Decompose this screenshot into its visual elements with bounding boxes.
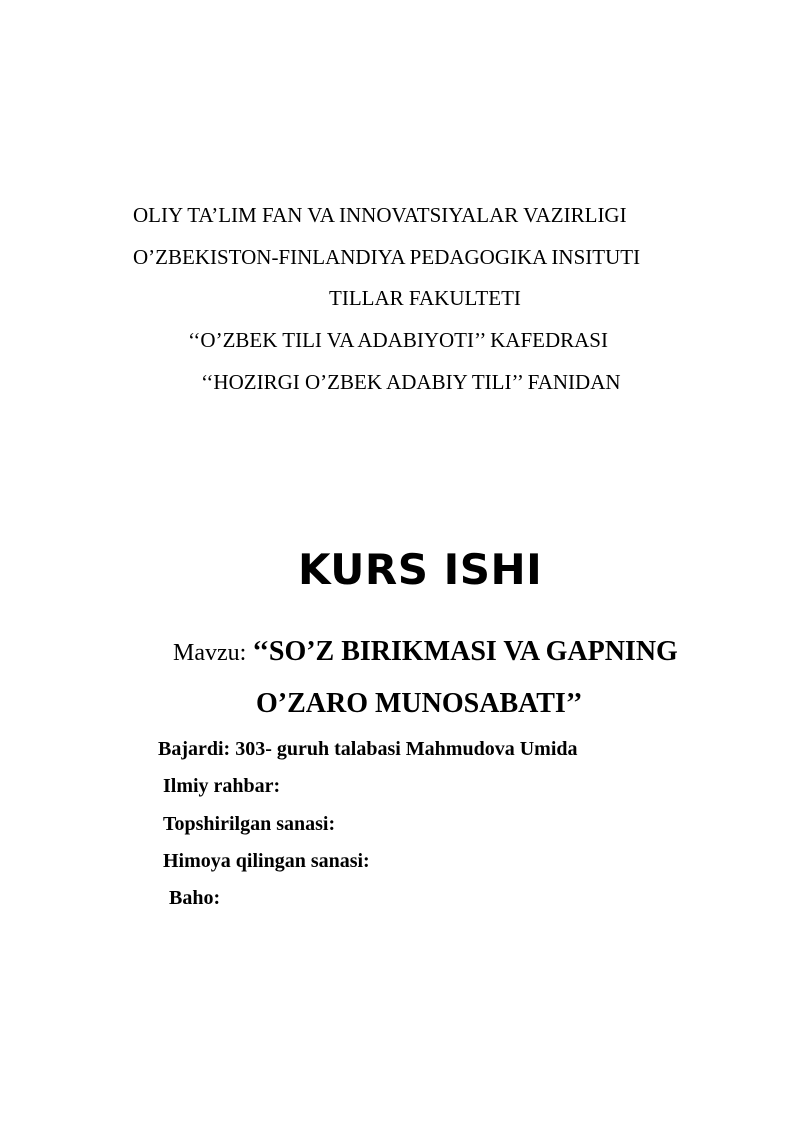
department-name: ‘‘O’ZBEK TILI VA ADABIYOTI’’ KAFEDRASI	[188, 328, 608, 352]
faculty-name: TILLAR FAKULTETI	[329, 286, 521, 310]
defended-date-label: Himoya qilingan sanasi:	[163, 850, 370, 872]
topic-prefix: Mavzu:	[173, 640, 253, 666]
institute-name: O’ZBEKISTON-FINLANDIYA PEDAGOGIKA INSITUTI	[133, 245, 641, 269]
topic-line-1	[173, 634, 678, 671]
subject-name: ‘‘HOZIRGI O’ZBEK ADABIY TILI’’ FANIDAN	[201, 370, 621, 394]
topic-title-part-2: O’ZARO MUNOSABATI’’	[256, 688, 583, 719]
topic-title-part-1: ‘‘SO’Z BIRIKMASI VA GAPNING	[252, 636, 678, 667]
ministry-name: OLIY TA’LIM FAN VA INNOVATSIYALAR VAZIRLIGI	[133, 203, 627, 227]
grade-label: Baho:	[169, 887, 221, 909]
submitted-date-label: Topshirilgan sanasi:	[163, 813, 336, 835]
performed-by: Bajardi: 303- guruh talabasi Mahmudova Umida	[158, 738, 578, 760]
supervisor-label: Ilmiy rahbar:	[163, 775, 281, 797]
document-title: KURS ISHI	[298, 545, 543, 594]
